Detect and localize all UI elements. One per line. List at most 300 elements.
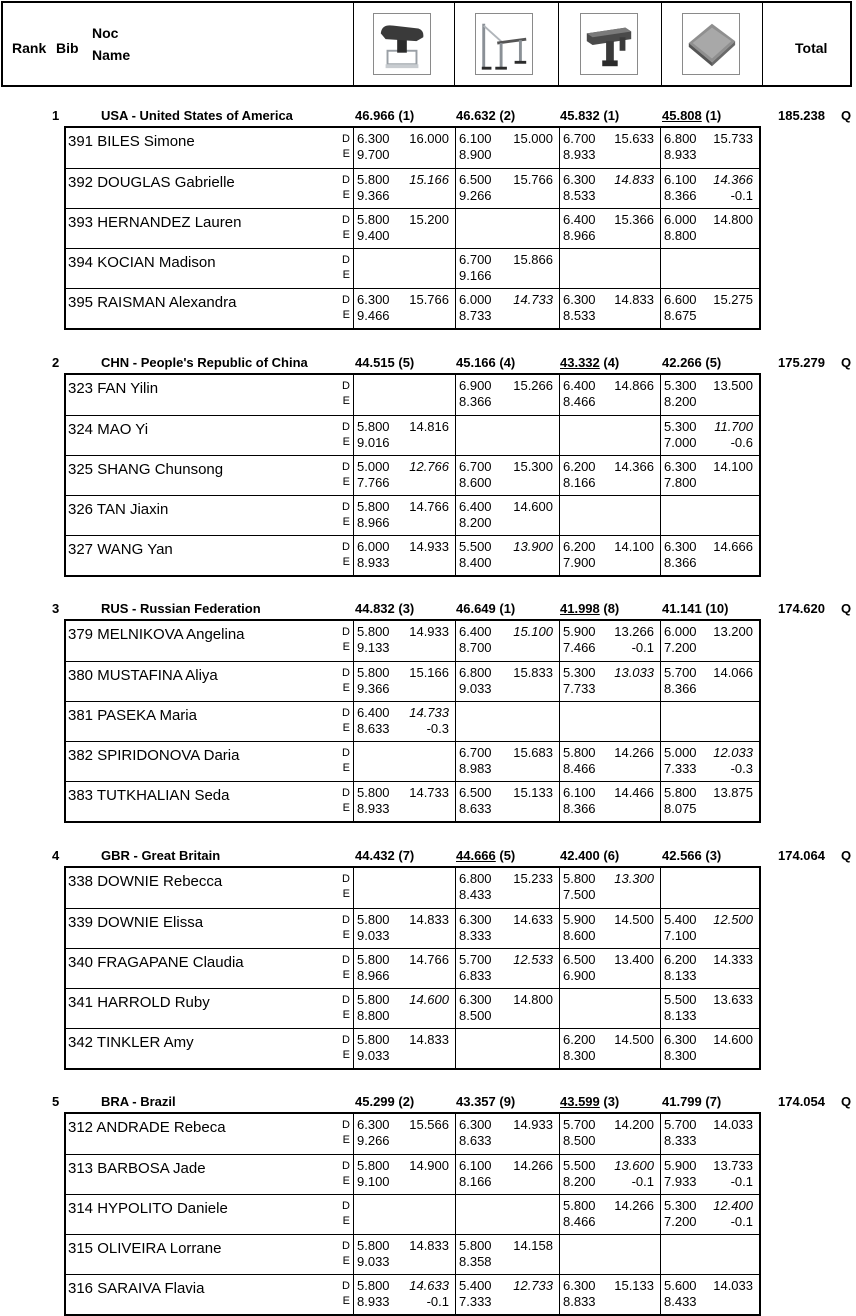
- execution-score: 8.366: [459, 394, 492, 409]
- difficulty-score: 6.700: [459, 745, 492, 760]
- gymnast-table: [64, 866, 761, 1070]
- execution-score: 9.266: [459, 188, 492, 203]
- apparatus-score-cell: [353, 209, 455, 248]
- final-score: 14.766: [409, 499, 449, 514]
- difficulty-score: 5.800: [563, 745, 596, 760]
- score-line-e: [664, 801, 757, 816]
- difficulty-score: 6.100: [563, 785, 596, 800]
- e-label: E: [342, 682, 350, 694]
- apparatus-score-cell: [455, 1235, 559, 1274]
- difficulty-score: 6.300: [664, 539, 697, 554]
- score-line-e: [459, 555, 557, 570]
- apparatus-score-cell: [660, 702, 759, 741]
- execution-score: 7.500: [563, 887, 596, 902]
- execution-score: 9.366: [357, 681, 390, 696]
- gymnast-bib-name: 380 MUSTAFINA Aliya: [68, 667, 218, 684]
- final-score: 14.833: [614, 292, 654, 307]
- final-score: 13.500: [713, 378, 753, 393]
- apparatus-score-cell: [455, 416, 559, 455]
- apparatus-score-cell: [353, 949, 455, 988]
- table-header: [1, 1, 852, 87]
- score-line-e: [664, 640, 757, 655]
- score-line-d: [357, 292, 453, 307]
- apparatus-score-cell: [353, 702, 455, 741]
- score-line-e: [563, 1294, 658, 1309]
- e-label: E: [342, 189, 350, 201]
- e-label: E: [342, 929, 350, 941]
- score-line-d: [357, 992, 453, 1007]
- difficulty-score: 5.000: [664, 745, 697, 760]
- score-line-d: [563, 912, 658, 927]
- difficulty-score: 5.000: [357, 459, 390, 474]
- difficulty-score: 5.800: [459, 1238, 492, 1253]
- final-score: 14.800: [713, 212, 753, 227]
- final-score: 14.666: [713, 539, 753, 554]
- apparatus-score-cell: [353, 1029, 455, 1068]
- team-summary-row: [0, 601, 856, 619]
- difficulty-score: 6.700: [459, 252, 492, 267]
- score-line-e: [357, 640, 453, 655]
- gymnast-table: [64, 373, 761, 577]
- difficulty-score: 6.000: [357, 539, 390, 554]
- d-label: D: [342, 787, 350, 799]
- execution-score: 7.200: [664, 1214, 697, 1229]
- gymnast-bib-name: 395 RAISMAN Alexandra: [68, 294, 237, 311]
- score-line-d: [563, 952, 658, 967]
- score-line-d: [459, 292, 557, 307]
- team-apparatus-score: 44.832 (3): [355, 601, 415, 616]
- execution-score: 8.133: [664, 1008, 697, 1023]
- score-line-e: [563, 555, 658, 570]
- apparatus-score-cell: [455, 868, 559, 908]
- score-line-e: [563, 394, 658, 409]
- apparatus-score-cell: [353, 742, 455, 781]
- team-apparatus-score: 43.357 (9): [456, 1094, 516, 1109]
- e-label: E: [342, 1134, 350, 1146]
- score-line-d: [664, 459, 757, 474]
- apparatus-score-cell: [559, 702, 660, 741]
- apparatus-score-cell: [559, 868, 660, 908]
- apparatus-score-cell: [455, 662, 559, 701]
- gymnast-bib-name: 341 HARROLD Ruby: [68, 994, 210, 1011]
- score-line-e: [563, 188, 658, 203]
- difficulty-score: 5.500: [664, 992, 697, 1007]
- d-label: D: [342, 954, 350, 966]
- execution-score: 8.333: [459, 928, 492, 943]
- d-label: D: [342, 174, 350, 186]
- gymnast-row: [66, 948, 759, 988]
- apparatus-score-cell: [353, 909, 455, 948]
- team-apparatus-score: [662, 108, 721, 123]
- difficulty-score: 6.200: [664, 952, 697, 967]
- e-label: E: [342, 229, 350, 241]
- score-line-e: [563, 1133, 658, 1148]
- e-label: E: [342, 148, 350, 160]
- final-score: 14.600: [513, 499, 553, 514]
- final-score: 15.566: [409, 1117, 449, 1132]
- score-line-d: [357, 539, 453, 554]
- score-line-e: [563, 761, 658, 776]
- difficulty-score: 5.900: [563, 912, 596, 927]
- difficulty-score: 6.400: [459, 624, 492, 639]
- execution-score: 8.600: [459, 475, 492, 490]
- gymnast-row: [66, 288, 759, 328]
- qualification-badge: Q: [841, 108, 852, 123]
- difficulty-score: 5.800: [664, 785, 697, 800]
- score-line-d: [664, 172, 757, 187]
- score-line-e: [357, 555, 453, 570]
- final-score: 13.600: [614, 1158, 654, 1173]
- execution-score: 8.933: [357, 1294, 390, 1309]
- final-score: 14.933: [409, 539, 449, 554]
- score-line-e: [459, 475, 557, 490]
- gymnast-bib-name: 342 TINKLER Amy: [68, 1034, 194, 1051]
- execution-score: 9.400: [357, 228, 390, 243]
- score-line-e: [357, 1294, 453, 1309]
- gymnast-row: [66, 1154, 759, 1194]
- apparatus-score-cell: [660, 949, 759, 988]
- score-line-e: [357, 928, 453, 943]
- apparatus-score-cell: [353, 989, 455, 1028]
- score-line-e: [664, 147, 757, 162]
- execution-score: 8.300: [664, 1048, 697, 1063]
- execution-score: 8.933: [664, 147, 697, 162]
- final-score: 14.733: [513, 292, 553, 307]
- score-line-e: [563, 228, 658, 243]
- score-line-d: [563, 1158, 658, 1173]
- apparatus-score-cell: [455, 909, 559, 948]
- score-line-e: [563, 968, 658, 983]
- score-line-d: [357, 1278, 453, 1293]
- gymnast-row: [66, 375, 759, 415]
- final-score: 14.366: [614, 459, 654, 474]
- team-rank: 3: [52, 601, 60, 616]
- penalty: -0.1: [631, 640, 654, 655]
- score-line-e: [664, 475, 757, 490]
- execution-score: 8.966: [357, 968, 390, 983]
- execution-score: 9.033: [357, 1254, 390, 1269]
- score-line-d: [664, 419, 757, 434]
- score-line-e: [459, 268, 557, 283]
- apparatus-score-cell: [455, 782, 559, 821]
- gymnast-bib-name: 325 SHANG Chunsong: [68, 461, 224, 478]
- execution-score: 8.166: [459, 1174, 492, 1189]
- execution-score: 8.433: [664, 1294, 697, 1309]
- final-score: 14.733: [409, 785, 449, 800]
- apparatus-score-cell: [660, 1114, 759, 1154]
- apparatus-score-cell: [559, 949, 660, 988]
- score-line-d: [563, 745, 658, 760]
- apparatus-score-cell: [660, 909, 759, 948]
- difficulty-score: 6.200: [563, 1032, 596, 1047]
- score-line-e: [664, 435, 757, 450]
- difficulty-score: 6.500: [459, 172, 492, 187]
- score-line-d: [357, 1158, 453, 1173]
- team-apparatus-score: 44.432 (7): [355, 848, 415, 863]
- score-line-d: [357, 912, 453, 927]
- execution-score: 8.533: [563, 308, 596, 323]
- score-line-d: [563, 624, 658, 639]
- gymnast-bib-name: 326 TAN Jiaxin: [68, 501, 169, 518]
- score-line-d: [563, 539, 658, 554]
- gymnast-bib-name: 316 SARAIVA Flavia: [68, 1280, 205, 1297]
- final-score: 14.766: [409, 952, 449, 967]
- team-summary-row: [0, 355, 856, 373]
- apparatus-score-cell: [660, 662, 759, 701]
- apparatus-score-cell: [353, 1195, 455, 1234]
- score-line-d: [459, 499, 557, 514]
- apparatus-score-cell: [559, 742, 660, 781]
- difficulty-score: 5.500: [459, 539, 492, 554]
- final-score: 15.866: [513, 252, 553, 267]
- execution-score: 7.333: [664, 761, 697, 776]
- final-score: 15.266: [513, 378, 553, 393]
- e-label: E: [342, 436, 350, 448]
- score-rank: (8): [599, 601, 620, 616]
- score-line-e: [459, 394, 557, 409]
- difficulty-score: 5.900: [664, 1158, 697, 1173]
- difficulty-score: 6.500: [459, 785, 492, 800]
- gymnast-bib-name: 383 TUTKHALIAN Seda: [68, 787, 230, 804]
- execution-score: 8.500: [563, 1133, 596, 1148]
- gymnast-bib-name: 381 PASEKA Maria: [68, 707, 197, 724]
- difficulty-score: 6.400: [563, 378, 596, 393]
- difficulty-score: 5.800: [357, 624, 390, 639]
- execution-score: 9.016: [357, 435, 390, 450]
- e-label: E: [342, 1175, 350, 1187]
- score-rank: (1): [701, 108, 722, 123]
- final-score: 13.300: [614, 871, 654, 886]
- header-bib: Bib: [56, 40, 79, 56]
- difficulty-score: 5.300: [664, 419, 697, 434]
- gymnast-row: [66, 908, 759, 948]
- apparatus-score-cell: [559, 128, 660, 168]
- score-line-e: [357, 1174, 453, 1189]
- team-noc: USA - United States of America: [101, 108, 293, 123]
- gymnast-bib-name: 340 FRAGAPANE Claudia: [68, 954, 244, 971]
- apparatus-score-cell: [660, 1235, 759, 1274]
- score-line-e: [563, 1214, 658, 1229]
- gymnast-bib-name: 313 BARBOSA Jade: [68, 1160, 206, 1177]
- header-total: Total: [795, 40, 828, 56]
- gymnast-row: [66, 741, 759, 781]
- d-label: D: [342, 1160, 350, 1172]
- team-apparatus-score: 42.566 (3): [662, 848, 722, 863]
- gymnast-bib-name: 382 SPIRIDONOVA Daria: [68, 747, 240, 764]
- execution-score: 7.933: [664, 1174, 697, 1189]
- d-label: D: [342, 914, 350, 926]
- score-line-d: [357, 419, 453, 434]
- execution-score: 8.433: [459, 887, 492, 902]
- team-rank: 2: [52, 355, 60, 370]
- final-score: 13.033: [614, 665, 654, 680]
- score-line-e: [459, 801, 557, 816]
- difficulty-score: 5.800: [357, 1278, 390, 1293]
- final-score: 14.800: [513, 992, 553, 1007]
- d-label: D: [342, 461, 350, 473]
- apparatus-score-cell: [559, 536, 660, 575]
- score-line-e: [459, 928, 557, 943]
- final-score: 14.933: [513, 1117, 553, 1132]
- final-score: 14.600: [713, 1032, 753, 1047]
- score-line-e: [459, 188, 557, 203]
- score-line-e: [459, 968, 557, 983]
- header-rank: Rank: [12, 40, 47, 56]
- gymnast-row: [66, 868, 759, 908]
- final-score: 12.500: [713, 912, 753, 927]
- final-score: 13.633: [713, 992, 753, 1007]
- difficulty-score: 6.400: [459, 499, 492, 514]
- difficulty-score: 6.300: [357, 131, 390, 146]
- score-line-e: [664, 1174, 757, 1189]
- score-line-e: [563, 681, 658, 696]
- apparatus-score-cell: [455, 128, 559, 168]
- execution-score: 7.766: [357, 475, 390, 490]
- score-line-e: [459, 761, 557, 776]
- penalty: -0.3: [426, 721, 449, 736]
- team-total: 175.279: [778, 355, 825, 370]
- difficulty-score: 5.800: [563, 871, 596, 886]
- final-score: 14.158: [513, 1238, 553, 1253]
- apparatus-score-cell: [660, 249, 759, 288]
- apparatus-score-cell: [455, 742, 559, 781]
- floor-exercise-icon: [682, 13, 740, 75]
- final-score: 14.033: [713, 1117, 753, 1132]
- score-line-e: [664, 1294, 757, 1309]
- score-line-e: [563, 801, 658, 816]
- score-line-d: [664, 131, 757, 146]
- score-line-d: [563, 172, 658, 187]
- e-label: E: [342, 1009, 350, 1021]
- final-score: 13.733: [713, 1158, 753, 1173]
- team-apparatus-score: [560, 355, 619, 370]
- apparatus-score-cell: [660, 416, 759, 455]
- apparatus-score-cell: [660, 989, 759, 1028]
- d-label: D: [342, 133, 350, 145]
- apparatus-score-cell: [353, 249, 455, 288]
- gymnast-row: [66, 535, 759, 575]
- execution-score: 8.300: [563, 1048, 596, 1063]
- gymnast-bib-name: 393 HERNANDEZ Lauren: [68, 214, 242, 231]
- difficulty-score: 5.800: [563, 1198, 596, 1213]
- e-label: E: [342, 476, 350, 488]
- score-line-e: [664, 761, 757, 776]
- apparatus-score-cell: [353, 456, 455, 495]
- penalty: -0.1: [631, 1174, 654, 1189]
- score-line-e: [357, 188, 453, 203]
- difficulty-score: 6.600: [664, 292, 697, 307]
- score-line-d: [563, 1032, 658, 1047]
- execution-score: 8.366: [563, 801, 596, 816]
- score-line-d: [563, 378, 658, 393]
- score-line-d: [459, 1158, 557, 1173]
- score-line-d: [664, 1117, 757, 1132]
- score-line-e: [563, 475, 658, 490]
- final-score: 14.633: [409, 1278, 449, 1293]
- gymnast-row: [66, 701, 759, 741]
- execution-score: 9.700: [357, 147, 390, 162]
- score-line-d: [357, 499, 453, 514]
- score-line-d: [563, 871, 658, 886]
- e-label: E: [342, 762, 350, 774]
- final-score: 14.833: [409, 1238, 449, 1253]
- apparatus-score-cell: [455, 249, 559, 288]
- score-line-d: [357, 665, 453, 680]
- score-line-d: [563, 292, 658, 307]
- final-score: 15.833: [513, 665, 553, 680]
- gymnast-bib-name: 324 MAO Yi: [68, 421, 149, 438]
- execution-score: 9.366: [357, 188, 390, 203]
- final-score: 14.200: [614, 1117, 654, 1132]
- difficulty-score: 6.200: [563, 539, 596, 554]
- execution-score: 9.266: [357, 1133, 390, 1148]
- score-line-d: [459, 459, 557, 474]
- qualification-badge: Q: [841, 848, 852, 863]
- final-score: 14.266: [513, 1158, 553, 1173]
- score-line-e: [357, 721, 453, 736]
- final-score: 14.366: [713, 172, 753, 187]
- execution-score: 8.966: [357, 515, 390, 530]
- penalty: -0.1: [730, 188, 753, 203]
- difficulty-score: 6.300: [664, 459, 697, 474]
- final-score: 14.816: [409, 419, 449, 434]
- difficulty-score: 5.800: [357, 499, 390, 514]
- gymnast-bib-name: 314 HYPOLITO Daniele: [68, 1200, 228, 1217]
- team-apparatus-score: [560, 1094, 619, 1109]
- e-label: E: [342, 395, 350, 407]
- score-line-e: [563, 308, 658, 323]
- difficulty-score: 6.900: [459, 378, 492, 393]
- gymnast-row: [66, 1194, 759, 1234]
- team-apparatus-score: 46.966 (1): [355, 108, 415, 123]
- execution-score: 8.500: [459, 1008, 492, 1023]
- e-label: E: [342, 516, 350, 528]
- score-line-d: [664, 1278, 757, 1293]
- execution-score: 9.133: [357, 640, 390, 655]
- score-line-e: [459, 1174, 557, 1189]
- gymnast-bib-name: 312 ANDRADE Rebeca: [68, 1119, 226, 1136]
- difficulty-score: 6.400: [563, 212, 596, 227]
- score-line-d: [664, 952, 757, 967]
- apparatus-score-cell: [660, 456, 759, 495]
- apparatus-score-cell: [559, 1114, 660, 1154]
- e-label: E: [342, 888, 350, 900]
- final-score: 15.300: [513, 459, 553, 474]
- execution-score: 8.800: [664, 228, 697, 243]
- score-line-d: [664, 785, 757, 800]
- difficulty-score: 6.800: [459, 871, 492, 886]
- execution-score: 8.200: [459, 515, 492, 530]
- uneven-bars-icon: [475, 13, 533, 75]
- penalty: -0.1: [426, 1294, 449, 1309]
- score-line-e: [664, 228, 757, 243]
- final-score: 15.683: [513, 745, 553, 760]
- difficulty-score: 6.300: [563, 172, 596, 187]
- final-score: 14.466: [614, 785, 654, 800]
- execution-score: 9.033: [357, 1048, 390, 1063]
- e-label: E: [342, 969, 350, 981]
- apparatus-score-cell: [455, 169, 559, 208]
- score-line-d: [563, 459, 658, 474]
- score-line-d: [664, 912, 757, 927]
- difficulty-score: 6.300: [357, 292, 390, 307]
- difficulty-score: 6.300: [664, 1032, 697, 1047]
- difficulty-score: 5.800: [357, 1032, 390, 1047]
- score-line-d: [563, 1198, 658, 1213]
- final-score: 12.533: [513, 952, 553, 967]
- final-score: 14.833: [409, 1032, 449, 1047]
- d-label: D: [342, 541, 350, 553]
